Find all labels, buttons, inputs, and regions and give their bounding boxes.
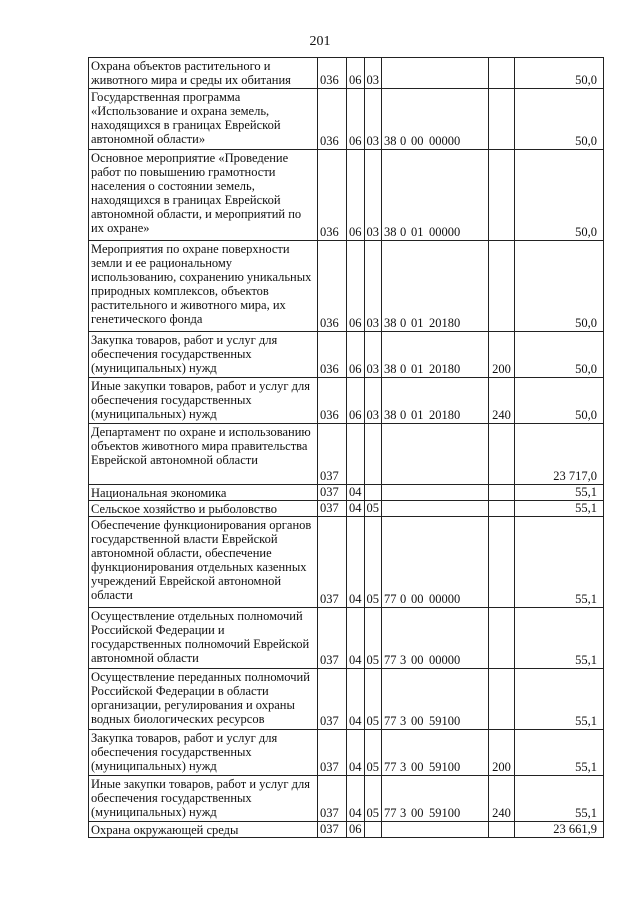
table-row <box>89 58 604 89</box>
program-code-part: 01 <box>411 225 424 239</box>
program-code-part: 0 <box>400 134 407 148</box>
program-code-part: 0 <box>400 592 407 606</box>
ministry-code: 036 <box>318 332 347 378</box>
program-code <box>382 776 489 822</box>
program-code <box>382 378 489 424</box>
table-row <box>89 669 604 730</box>
amount: 50,0 <box>515 241 604 332</box>
amount: 55,1 <box>515 485 604 501</box>
row-name: Департамент по охране и использованию объектов животного мира правительства Еврейской автономной области <box>89 424 318 485</box>
row-name: Государственная программа «Использование и охрана земель, находящихся в границах Еврейской автономной области» <box>89 89 318 150</box>
subsection-code: 05 <box>364 730 382 776</box>
row-name: Мероприятия по охране поверхности земли и ее рациональному использованию, сохранению уникальных природных комплексов, объектов растительного и животного мира, их генетического фонда <box>89 241 318 332</box>
program-code-part: 77 <box>384 760 397 774</box>
row-name: Иные закупки товаров, работ и услуг для обеспечения государственных (муниципальных) нужд <box>89 776 318 822</box>
amount: 50,0 <box>515 332 604 378</box>
table-row <box>89 822 604 838</box>
program-code <box>382 669 489 730</box>
subsection-code: 05 <box>364 776 382 822</box>
program-code <box>382 58 489 89</box>
expense-type-code <box>489 501 515 517</box>
amount: 55,1 <box>515 608 604 669</box>
ministry-code: 036 <box>318 241 347 332</box>
expense-type-code <box>489 241 515 332</box>
row-name: Осуществление переданных полномочий Российской Федерации в области организации, регулирования и охраны водных биологических ресурсов <box>89 669 318 730</box>
program-code-part: 77 <box>384 806 397 820</box>
program-code-part: 01 <box>411 408 424 422</box>
expense-type-code: 240 <box>489 378 515 424</box>
row-name: Сельское хозяйство и рыболовство <box>89 501 318 517</box>
row-name: Иные закупки товаров, работ и услуг для обеспечения государственных (муниципальных) нужд <box>89 378 318 424</box>
program-code <box>382 424 489 485</box>
subsection-code <box>364 485 382 501</box>
expense-type-code <box>489 608 515 669</box>
subsection-code <box>364 822 382 838</box>
table-row <box>89 501 604 517</box>
program-code-part: 20180 <box>429 316 461 330</box>
program-code-part: 0 <box>400 408 407 422</box>
amount: 55,1 <box>515 776 604 822</box>
subsection-code: 05 <box>364 669 382 730</box>
program-code-part: 00000 <box>429 592 461 606</box>
section-code: 04 <box>347 669 365 730</box>
program-code-part: 01 <box>411 316 424 330</box>
section-code: 04 <box>347 776 365 822</box>
table-row <box>89 485 604 501</box>
table-row <box>89 150 604 241</box>
program-code-part: 0 <box>400 225 407 239</box>
program-code-part: 00000 <box>429 225 461 239</box>
section-code: 04 <box>347 730 365 776</box>
program-code-part: 20180 <box>429 362 461 376</box>
ministry-code: 036 <box>318 378 347 424</box>
expense-type-code <box>489 669 515 730</box>
table-row <box>89 241 604 332</box>
program-code-part: 0 <box>400 316 407 330</box>
program-code-part: 3 <box>400 806 407 820</box>
amount: 50,0 <box>515 58 604 89</box>
subsection-code: 05 <box>364 517 382 608</box>
program-code <box>382 501 489 517</box>
row-name: Обеспечение функционирования органов государственной власти Еврейской автономной области, обеспечение функционирования отдельных казенных учреждений Еврейской автономной области <box>89 517 318 608</box>
table-row <box>89 89 604 150</box>
program-code-part: 00 <box>411 134 424 148</box>
table-row <box>89 608 604 669</box>
expense-type-code <box>489 485 515 501</box>
program-code-part: 38 <box>384 316 397 330</box>
expense-type-code <box>489 822 515 838</box>
table-row <box>89 730 604 776</box>
program-code-part: 00 <box>411 653 424 667</box>
ministry-code: 037 <box>318 485 347 501</box>
program-code <box>382 822 489 838</box>
program-code-part: 00000 <box>429 134 461 148</box>
amount: 50,0 <box>515 150 604 241</box>
program-code-part: 00 <box>411 760 424 774</box>
ministry-code: 037 <box>318 822 347 838</box>
program-code-part: 20180 <box>429 408 461 422</box>
section-code: 06 <box>347 241 365 332</box>
program-code-part: 77 <box>384 714 397 728</box>
subsection-code <box>364 424 382 485</box>
program-code <box>382 517 489 608</box>
table-body <box>89 58 604 838</box>
amount: 55,1 <box>515 501 604 517</box>
amount: 23 717,0 <box>515 424 604 485</box>
table-row <box>89 517 604 608</box>
ministry-code: 036 <box>318 89 347 150</box>
program-code-part: 77 <box>384 592 397 606</box>
program-code <box>382 485 489 501</box>
program-code <box>382 89 489 150</box>
program-code <box>382 150 489 241</box>
section-code: 06 <box>347 89 365 150</box>
program-code-part: 00 <box>411 806 424 820</box>
program-code-part: 59100 <box>429 806 461 820</box>
section-code: 06 <box>347 58 365 89</box>
budget-table <box>88 57 604 838</box>
row-name: Закупка товаров, работ и услуг для обеспечения государственных (муниципальных) нужд <box>89 332 318 378</box>
program-code-part: 77 <box>384 653 397 667</box>
section-code: 06 <box>347 150 365 241</box>
row-name: Охрана объектов растительного и животного мира и среды их обитания <box>89 58 318 89</box>
expense-type-code: 240 <box>489 776 515 822</box>
program-code-part: 38 <box>384 134 397 148</box>
ministry-code: 037 <box>318 730 347 776</box>
amount: 55,1 <box>515 669 604 730</box>
subsection-code: 03 <box>364 332 382 378</box>
ministry-code: 037 <box>318 669 347 730</box>
amount: 55,1 <box>515 730 604 776</box>
program-code-part: 38 <box>384 408 397 422</box>
ministry-code: 037 <box>318 501 347 517</box>
program-code <box>382 608 489 669</box>
program-code <box>382 730 489 776</box>
subsection-code: 03 <box>364 241 382 332</box>
ministry-code: 037 <box>318 608 347 669</box>
program-code-part: 3 <box>400 653 407 667</box>
section-code: 04 <box>347 517 365 608</box>
expense-type-code: 200 <box>489 730 515 776</box>
amount: 55,1 <box>515 517 604 608</box>
program-code <box>382 241 489 332</box>
program-code-part: 0 <box>400 362 407 376</box>
expense-type-code <box>489 58 515 89</box>
table-row <box>89 424 604 485</box>
section-code: 04 <box>347 485 365 501</box>
section-code: 06 <box>347 332 365 378</box>
row-name: Национальная экономика <box>89 485 318 501</box>
expense-type-code <box>489 424 515 485</box>
expense-type-code: 200 <box>489 332 515 378</box>
table-row <box>89 378 604 424</box>
section-code: 06 <box>347 378 365 424</box>
program-code-part: 00000 <box>429 653 461 667</box>
expense-type-code <box>489 517 515 608</box>
table-row <box>89 332 604 378</box>
row-name: Охрана окружающей среды <box>89 822 318 838</box>
section-code: 04 <box>347 608 365 669</box>
section-code <box>347 424 365 485</box>
subsection-code: 03 <box>364 89 382 150</box>
program-code-part: 01 <box>411 362 424 376</box>
subsection-code: 05 <box>364 501 382 517</box>
table-row <box>89 776 604 822</box>
ministry-code: 036 <box>318 150 347 241</box>
page-number: 201 <box>309 34 331 49</box>
subsection-code: 05 <box>364 608 382 669</box>
subsection-code: 03 <box>364 378 382 424</box>
amount: 50,0 <box>515 378 604 424</box>
row-name: Закупка товаров, работ и услуг для обеспечения государственных (муниципальных) нужд <box>89 730 318 776</box>
ministry-code: 037 <box>318 424 347 485</box>
expense-type-code <box>489 89 515 150</box>
program-code-part: 38 <box>384 362 397 376</box>
amount: 50,0 <box>515 89 604 150</box>
ministry-code: 037 <box>318 517 347 608</box>
program-code-part: 59100 <box>429 760 461 774</box>
ministry-code: 037 <box>318 776 347 822</box>
ministry-code: 036 <box>318 58 347 89</box>
row-name: Основное мероприятие «Проведение работ по повышению грамотности населения о состоянии земель, находящихся в границах Еврейской автономной области, и мероприятий по их охране» <box>89 150 318 241</box>
subsection-code: 03 <box>364 150 382 241</box>
row-name: Осуществление отдельных полномочий Российской Федерации и государственных полномочий Еврейской автономной области <box>89 608 318 669</box>
program-code-part: 59100 <box>429 714 461 728</box>
section-code: 06 <box>347 822 365 838</box>
program-code-part: 00 <box>411 592 424 606</box>
subsection-code: 03 <box>364 58 382 89</box>
program-code <box>382 332 489 378</box>
program-code-part: 3 <box>400 760 407 774</box>
program-code-part: 38 <box>384 225 397 239</box>
program-code-part: 3 <box>400 714 407 728</box>
amount: 23 661,9 <box>515 822 604 838</box>
section-code: 04 <box>347 501 365 517</box>
program-code-part: 00 <box>411 714 424 728</box>
expense-type-code <box>489 150 515 241</box>
